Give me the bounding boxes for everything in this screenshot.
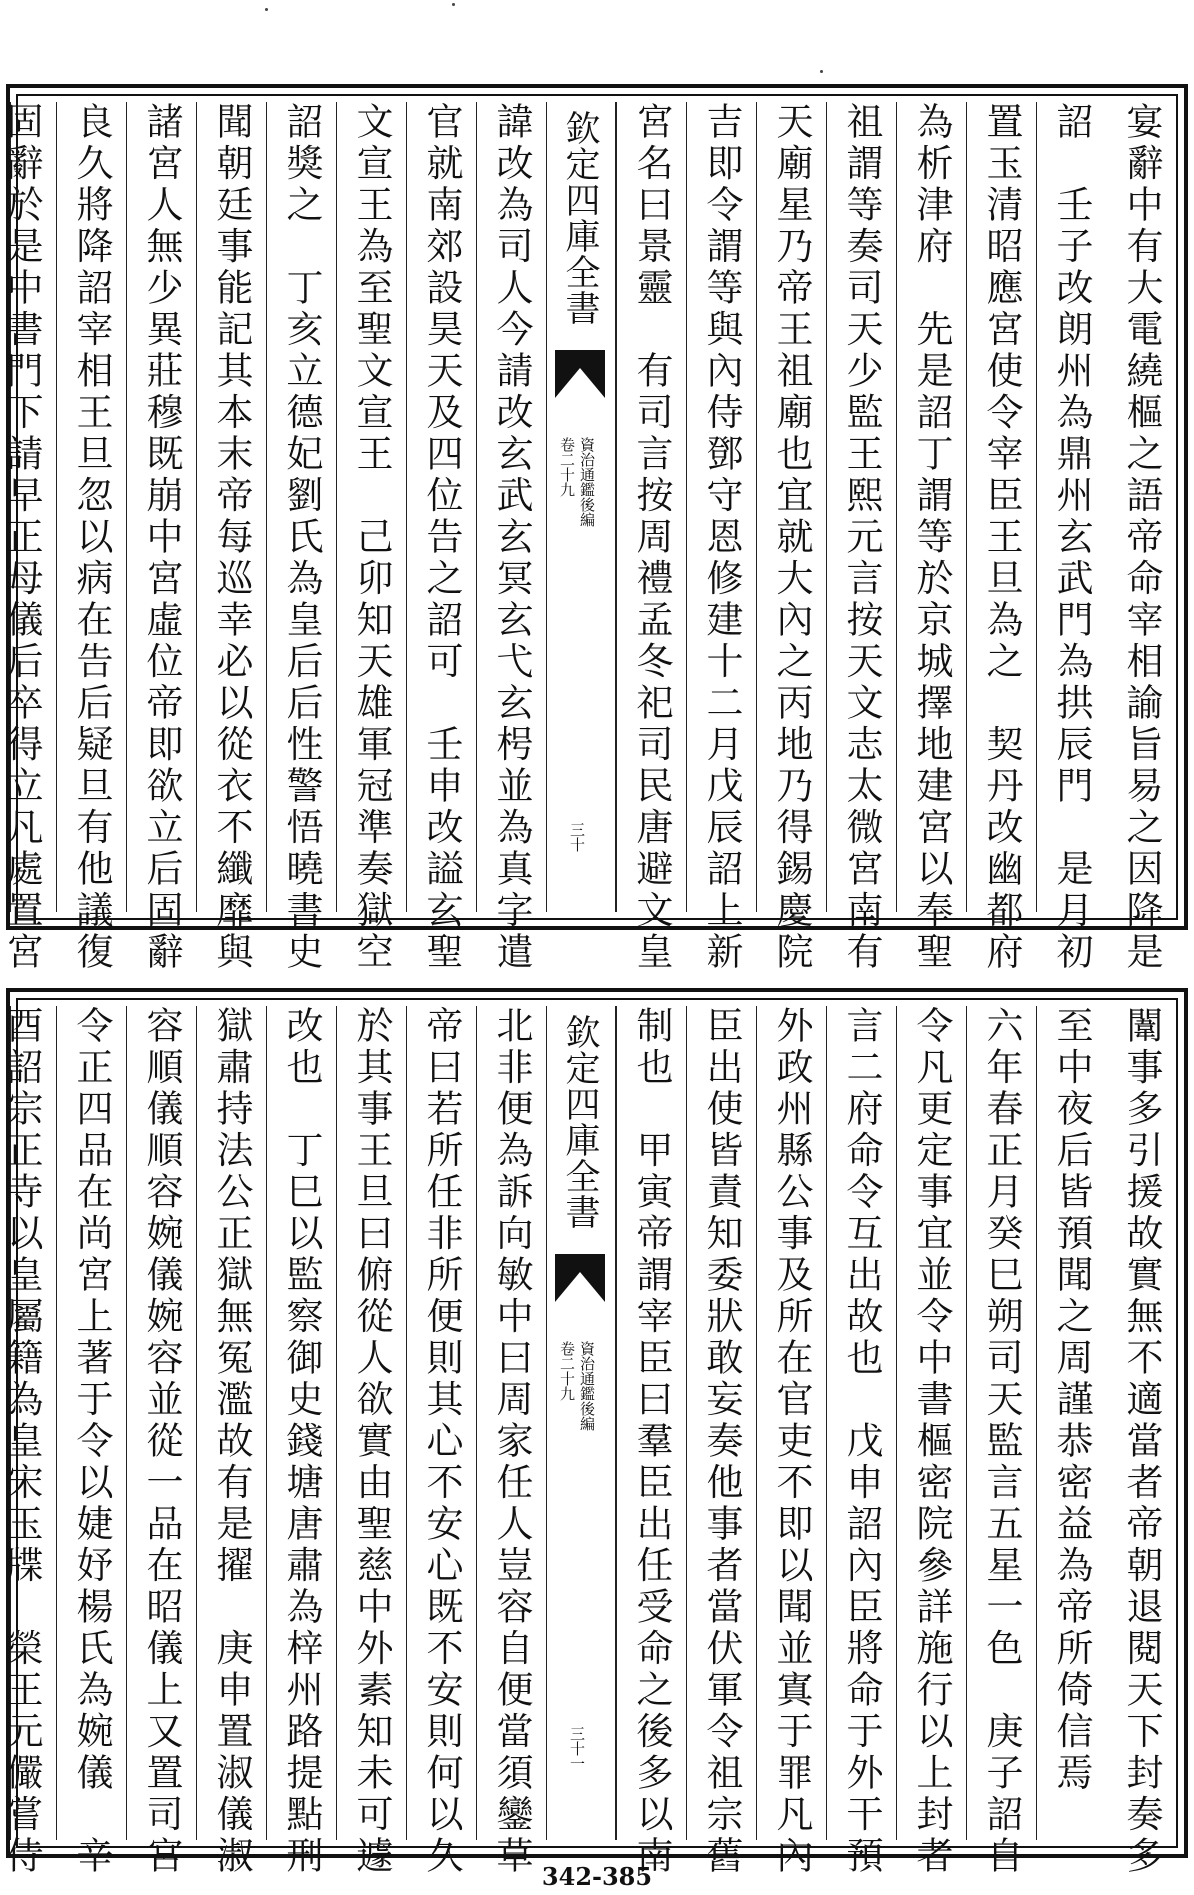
column-text: 為析津府 先是詔丁謂等於京城擇地建宮以奉聖 [910,102,953,974]
document-page-1 [0,84,1188,974]
column-text: 北非便為訴向敏中曰周家任人豈容自便當須鑾草 [490,1006,533,1878]
text-column [126,1006,196,1878]
column-text: 六年春正月癸巳朔司天監言五星一色 庚子詔自 [980,1006,1023,1878]
text-column [826,1006,896,1878]
page-1-frame [0,94,1178,974]
column-text: 宴辭中有大電繞樞之語帝命宰相諭旨易之因降是 [1120,102,1163,974]
text-column [1036,102,1106,974]
text-column [266,1006,336,1878]
column-text: 制也 甲寅帝謂宰臣曰羣臣出任受命之後多以南 [630,1006,673,1878]
text-column [56,1006,126,1878]
column-text: 令凡更定事宜並令中書樞密院參詳施行以上封者 [910,1006,953,1878]
text-column [336,102,406,974]
column-text: 祖謂等奏司天少監王熙元言按天文志太微宮南有 [840,102,883,974]
column-text: 良久將降詔宰相王旦忽以病在告后疑旦有他議復 [70,102,113,974]
column-text: 官就南郊設昊天及四位告之詔可 壬申改謚玄聖 [420,102,463,974]
column-text: 容順儀順容婉儀婉容並從一品在昭儀上又置司宮 [140,1006,183,1878]
text-column [756,102,826,974]
book-title: 資治通鑑後編 [578,437,596,527]
text-column [966,102,1036,974]
column-text: 諱改為司人今請改玄武玄冥玄弋玄枵並為真字遣 [490,102,533,974]
text-column [196,102,266,974]
column-text: 天廟星乃帝王祖廟也宜就大內之丙地乃得錫慶院 [770,102,813,974]
column-text: 外政州縣公事及所在官吏不即以聞並寘于罪凡內 [770,1006,813,1878]
text-column [266,102,336,974]
column-text: 帝曰若所任非所便則其心不安心既不安則何以久 [420,1006,463,1878]
collection-title: 欽定四庫全書 [560,110,600,326]
text-column [616,102,686,974]
text-column [0,102,56,974]
column-text: 文宣王為至聖文宣王 己卯知天雄軍冠準奏獄空 [350,102,393,974]
column-text: 酉詔宗正寺以皇屬籍為皇宋玉牒 榮王元儼嘗侍 [0,1006,43,1878]
text-column [0,1006,56,1878]
column-text: 固辭於是中書門下請早正母儀后卒得立凡處置宮 [0,102,43,974]
column-text: 詔獎之 丁亥立德妃劉氏為皇后后性警悟曉書史 [280,102,323,974]
column-text: 言二府命令互出故也 戊申詔內臣將命于外干預 [840,1006,883,1878]
margin-speck [265,8,268,11]
column-text: 於其事王旦曰俯從人欲實由聖慈中外素知未可遽 [350,1006,393,1878]
column-text: 臣出使皆責知委狀敢妄奏他事者當伏軍令祖宗舊 [700,1006,743,1878]
text-column [1036,1006,1106,1840]
text-column [406,1006,476,1878]
text-column [336,1006,406,1878]
text-column [126,102,196,974]
column-text: 置玉清昭應宮使令宰臣王旦為之 契丹改幽都府 [980,102,1023,974]
text-column [56,102,126,974]
fish-tail-mark-icon [555,1254,605,1302]
volume-number: 卷二十九 [558,1341,576,1401]
text-column [616,1006,686,1878]
column-text: 令正四品在尚宮上著于令以婕妤楊氏為婉儀 辛 [70,1006,113,1878]
column-text: 至中夜后皆預聞之周謹恭密益為帝所倚信焉 [1050,1006,1093,1795]
fish-tail-mark-icon [555,350,605,398]
book-title: 資治通鑑後編 [578,1341,596,1431]
folio-number: 三十一 [568,1726,586,1771]
page-spine [546,1006,616,1840]
column-text: 宮名曰景靈 有司言按周禮孟冬祀司民唐避文皇 [630,102,673,974]
text-column [406,102,476,974]
text-column [1106,1006,1176,1878]
column-text: 獄肅持法公正獄無冤濫故有是擢 庚申置淑儀淑 [210,1006,253,1878]
margin-speck [820,70,823,73]
text-column [896,102,966,974]
text-column [756,1006,826,1878]
text-column [476,1006,546,1878]
column-text: 闈事多引援故實無不適當者帝朝退閱天下封奏多 [1120,1006,1163,1878]
folio-number: 三十 [568,822,586,852]
text-column [896,1006,966,1878]
column-text: 改也 丁巳以監察御史錢塘唐肅為梓州路提點刑 [280,1006,323,1878]
column-text: 吉即令謂等與內侍鄧守恩修建十二月戊辰詔上新 [700,102,743,974]
volume-number: 卷二十九 [558,437,576,497]
text-column [1106,102,1176,974]
text-column [196,1006,266,1878]
column-text: 詔 壬子改朗州為鼎州玄武門為拱辰門 是月初 [1050,102,1093,974]
text-column [476,102,546,974]
page-spine [546,102,616,912]
text-column [966,1006,1036,1878]
text-column [686,102,756,974]
text-column [826,102,896,974]
page-number: 342-385 [541,1862,653,1891]
column-text: 聞朝廷事能記其本末帝每巡幸必以從衣不纖靡與 [210,102,253,974]
collection-title: 欽定四庫全書 [560,1014,600,1230]
margin-speck [452,3,455,6]
column-text: 諸宮人無少異莊穆既崩中宮虛位帝即欲立后固辭 [140,102,183,974]
text-column [686,1006,756,1878]
